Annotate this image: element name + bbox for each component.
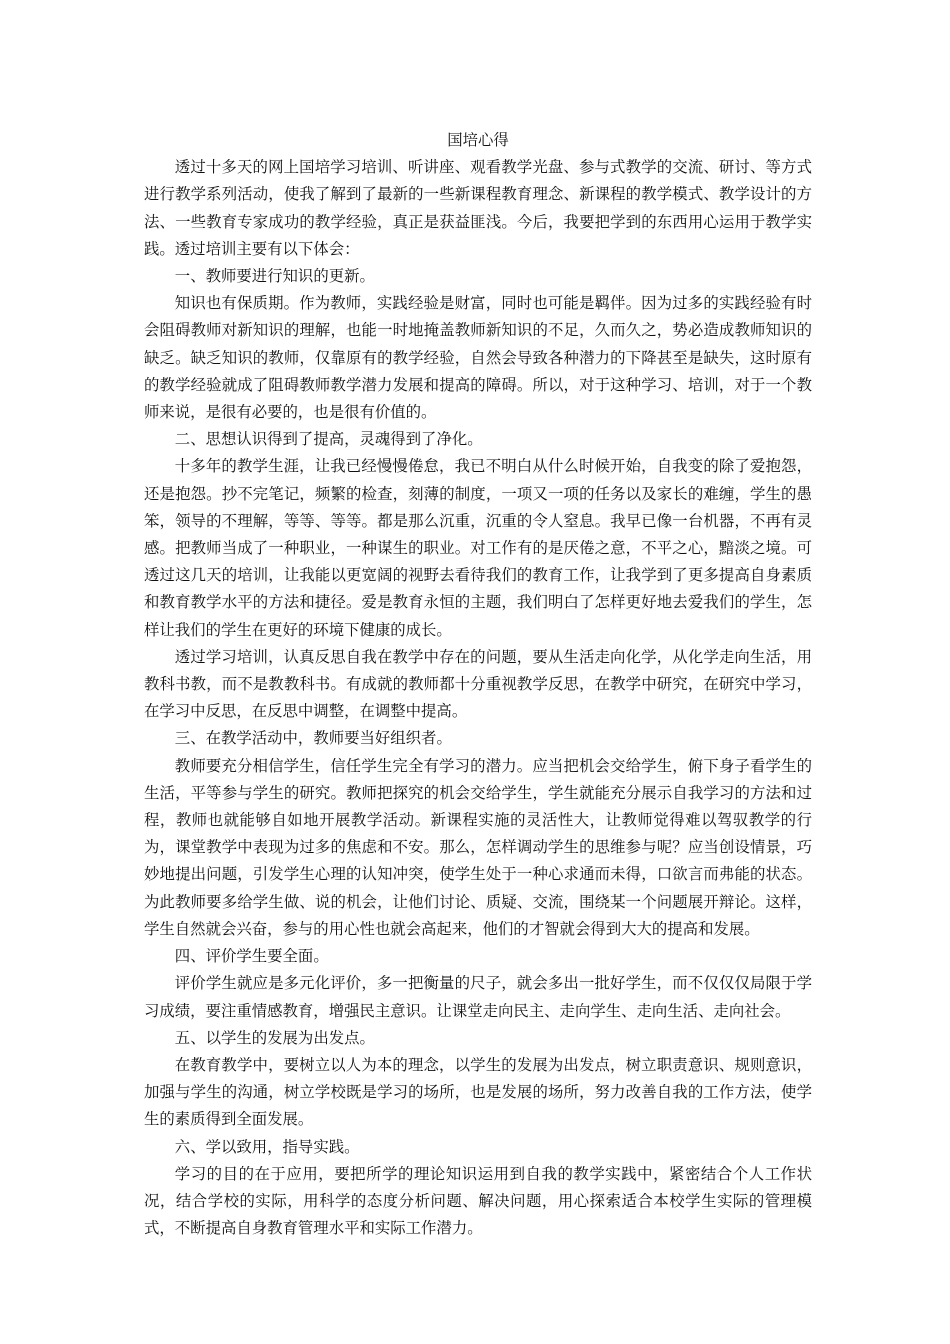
section-4-paragraph: 评价学生就应是多元化评价，多一把衡量的尺子，就会多出一批好学生，而不仅仅仅局限于学习成绩，要注重情感教育，增强民主意识。让课堂走向民主、走向学生、走向生活、走向社会。 xyxy=(144,974,812,1020)
section-heading-3: 三、在教学活动中，教师要当好组织者。 xyxy=(174,729,452,748)
section-1-paragraph: 知识也有保质期。作为教师，实践经验是财富，同时也可能是羁伴。因为过多的实践经验有时会阻碍教师对新知识的理解，也能一时地掩盖教师新知识的不足，久而久之，势必造成教师知识的缺乏。缺乏知识的教师，仅靠原有的教学经验，自然会导致各种潜力的下降甚至是缺失，这时原有的教学经验就成了阻碍教师教学潜力发展和提高的障碍。所以，对于这种学习、培训，对于一个教师来说，是很有必要的，也是很有价值的。 xyxy=(144,294,812,422)
section-6-paragraph: 学习的目的在于应用，要把所学的理论知识运用到自我的教学实践中，紧密结合个人工作状况，结合学校的实际，用科学的态度分析问题、解决问题，用心探索适合本校学生实际的管理模式，不断提高自身教育管理水平和实际工作潜力。 xyxy=(144,1164,812,1238)
section-3-paragraph: 教师要充分相信学生，信任学生完全有学习的潜力。应当把机会交给学生，俯下身子看学生的生活，平等参与学生的研究。教师把探究的机会交给学生，学生就能充分展示自我学习的方法和过程，教师也就能够自如地开展教学活动。新课程实施的灵活性大，让教师觉得难以驾驭教学的行为，课堂教学中表现为过多的焦虑和不安。那么，怎样调动学生的思维参与呢？应当创设情景，巧妙地提出问题，引发学生心理的认知冲突，使学生处于一种心求通而未得，口欲言而弗能的状态。为此教师要多给学生做、说的机会，让他们讨论、质疑、交流，围绕某一个问题展开辩论。这样，学生自然就会兴奋，参与的用心性也就会高起来，他们的才智就会得到大大的提高和发展。 xyxy=(144,756,812,938)
document-title: 国培心得 xyxy=(447,131,509,149)
section-heading-2: 二、思想认识得到了提高，灵魂得到了净化。 xyxy=(174,430,483,449)
section-heading-5: 五、以学生的发展为出发点。 xyxy=(174,1028,375,1047)
section-heading-4: 四、评价学生要全面。 xyxy=(174,947,329,966)
section-heading-1: 一、教师要进行知识的更新。 xyxy=(174,267,375,286)
document-body xyxy=(144,127,812,1242)
section-heading-6: 六、学以致用，指导实践。 xyxy=(174,1137,360,1156)
section-2-paragraph-1: 十多年的教学生涯，让我已经慢慢倦怠，我已不明白从什么时候开始，自我变的除了爱抱怨，还是抱怨。抄不完笔记，频繁的检查，刻薄的制度，一项又一项的任务以及家长的难缠，学生的愚笨，领导的不理解，等等、等等。都是那么沉重，沉重的令人窒息。我早已像一台机器，不再有灵感。把教师当成了一种职业，一种谋生的职业。对工作有的是厌倦之意，不平之心，黯淡之境。可透过这几天的培训，让我能以更宽阔的视野去看待我们的教育工作，让我学到了更多提高自身素质和教育教学水平的方法和捷径。爱是教育永恒的主题，我们明白了怎样更好地去爱我们的学生，怎样让我们的学生在更好的环境下健康的成长。 xyxy=(144,457,812,639)
section-2-paragraph-2: 透过学习培训，认真反思自我在教学中存在的问题，要从生活走向化学，从化学走向生活，用教科书教，而不是教教科书。有成就的教师都十分重视教学反思，在教学中研究，在研究中学习，在学习中反思，在反思中调整，在调整中提高。 xyxy=(144,647,812,721)
intro-paragraph: 透过十多天的网上国培学习培训、听讲座、观看教学光盘、参与式教学的交流、研讨、等方式进行教学系列活动，使我了解到了最新的一些新课程教育理念、新课程的教学模式、教学设计的方法、一些教育专家成功的教学经验，真正是获益匪浅。今后，我要把学到的东西用心运用于教学实践。透过培训主要有以下体会： xyxy=(144,158,812,258)
section-5-paragraph: 在教育教学中，要树立以人为本的理念，以学生的发展为出发点，树立职责意识、规则意识，加强与学生的沟通，树立学校既是学习的场所，也是发展的场所，努力改善自我的工作方法，使学生的素质得到全面发展。 xyxy=(144,1055,812,1129)
